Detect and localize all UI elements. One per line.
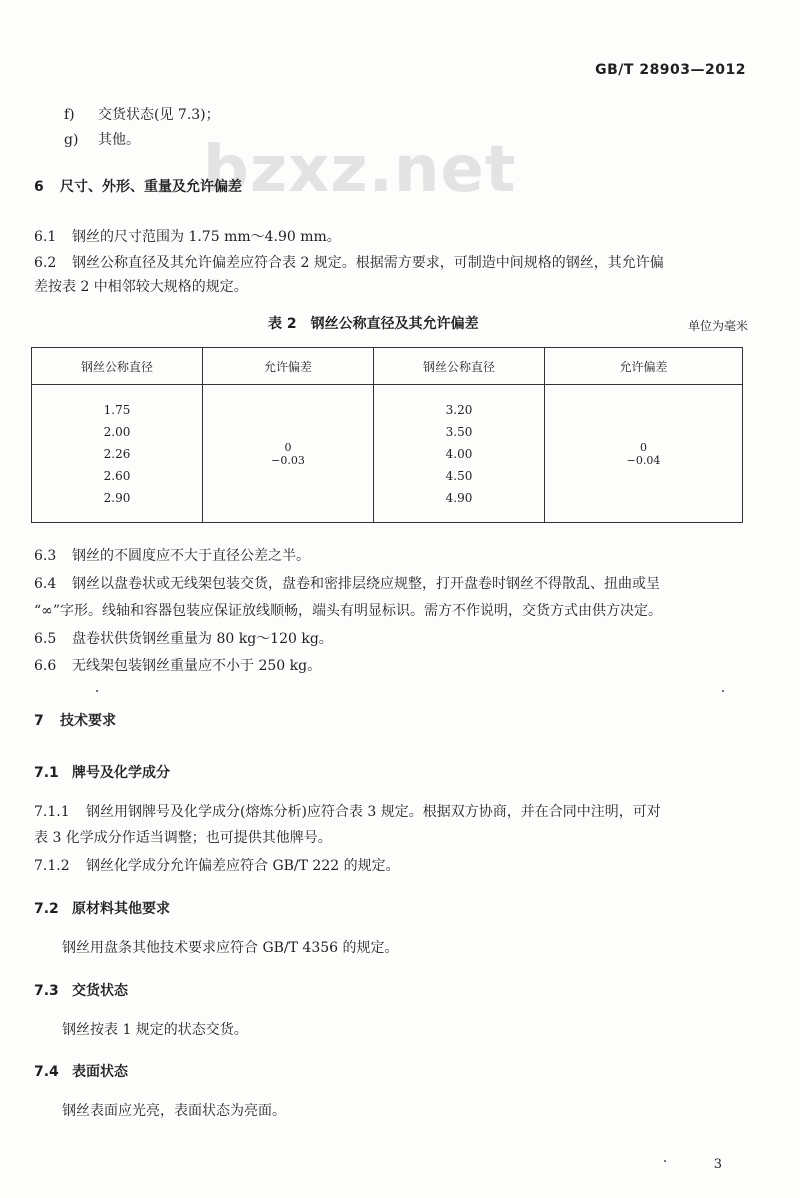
subsection-7-3-text: 钢丝按表 1 规定的状态交货。 bbox=[62, 1022, 248, 1038]
clause-6-4-line2: “∞”字形。线轴和容器包装应保证放线顺畅，端头有明显标识。需方不作说明，交货方式由供方决定。 bbox=[34, 603, 662, 619]
scan-speck bbox=[664, 1160, 666, 1162]
section-title: 尺寸、外形、重量及允许偏差 bbox=[60, 179, 242, 195]
list-item-text: 交货状态(见 7.3)； bbox=[98, 107, 220, 123]
clause-6-2-line2: 差按表 2 中相邻较大规格的规定。 bbox=[34, 279, 248, 295]
subsection-title: 表面状态 bbox=[72, 1064, 128, 1080]
section-7-heading bbox=[34, 710, 116, 730]
clause-6-6 bbox=[34, 655, 321, 675]
clause-7-1-2 bbox=[34, 855, 400, 875]
tolerance-lower: −0.03 bbox=[271, 453, 305, 467]
diameter-value: 4.00 bbox=[445, 446, 473, 461]
subsection-number: 7.4 bbox=[34, 1064, 59, 1080]
clause-7-1-1-line2: 表 3 化学成分作适当调整；也可提供其他牌号。 bbox=[34, 830, 332, 846]
subsection-7-3-heading bbox=[34, 980, 128, 1000]
clause-number: 7.1.2 bbox=[34, 858, 70, 874]
clause-number: 6.1 bbox=[34, 229, 57, 245]
tolerance-upper: 0 bbox=[640, 440, 647, 454]
list-item-f bbox=[64, 104, 220, 124]
clause-6-3 bbox=[34, 545, 310, 565]
clause-7-1-1 bbox=[34, 801, 661, 821]
table-unit: 单位为毫米 bbox=[687, 319, 748, 333]
clause-number: 6.3 bbox=[34, 548, 57, 564]
table-2 bbox=[31, 347, 743, 523]
diameter-value: 3.20 bbox=[445, 402, 473, 417]
list-item-g bbox=[64, 129, 140, 149]
tolerance-right bbox=[545, 385, 743, 523]
header-diameter-right: 钢丝公称直径 bbox=[374, 348, 545, 385]
clause-text-line1: 钢丝用钢牌号及化学成分(熔炼分析)应符合表 3 规定。根据双方协商，并在合同中注明，可对 bbox=[86, 804, 661, 820]
list-item-label: g) bbox=[64, 132, 79, 148]
page-number: 3 bbox=[713, 1157, 722, 1172]
table-row bbox=[32, 385, 743, 523]
diameter-value: 2.60 bbox=[103, 468, 131, 483]
clause-6-1 bbox=[34, 226, 341, 246]
clause-text-line1: 钢丝公称直径及其允许偏差应符合表 2 规定。根据需方要求，可制造中间规格的钢丝，其允许偏 bbox=[72, 255, 664, 271]
subsection-7-4-text: 钢丝表面应光亮，表面状态为亮面。 bbox=[62, 1103, 286, 1119]
subsection-number: 7.2 bbox=[34, 901, 59, 917]
section-title: 技术要求 bbox=[60, 713, 116, 729]
diameter-list-right bbox=[374, 385, 545, 523]
subsection-7-1-heading bbox=[34, 762, 170, 782]
clause-number: 6.5 bbox=[34, 631, 57, 647]
list-item-label: f) bbox=[64, 107, 75, 123]
clause-6-4 bbox=[34, 573, 660, 593]
subsection-number: 7.3 bbox=[34, 983, 59, 999]
table-2-title: 表 2 钢丝公称直径及其允许偏差 bbox=[268, 316, 479, 332]
header-tolerance-left: 允许偏差 bbox=[203, 348, 374, 385]
clause-text-line1: 钢丝以盘卷状或无线架包装交货，盘卷和密排层绕应规整，打开盘卷时钢丝不得散乱、扭曲或呈 bbox=[72, 576, 660, 592]
header-tolerance-right: 允许偏差 bbox=[545, 348, 743, 385]
clause-text: 钢丝的尺寸范围为 1.75 mm～4.90 mm。 bbox=[72, 229, 341, 245]
subsection-number: 7.1 bbox=[34, 765, 59, 781]
clause-number: 6.2 bbox=[34, 255, 57, 271]
diameter-value: 4.50 bbox=[445, 468, 473, 483]
clause-number: 6.4 bbox=[34, 576, 57, 592]
clause-text: 盘卷状供货钢丝重量为 80 kg～120 kg。 bbox=[72, 631, 333, 647]
diameter-value: 2.00 bbox=[103, 424, 131, 439]
clause-text: 无线架包装钢丝重量应不小于 250 kg。 bbox=[72, 658, 322, 674]
tolerance-upper: 0 bbox=[284, 440, 292, 454]
clause-6-2 bbox=[34, 252, 664, 272]
diameter-value: 3.50 bbox=[445, 424, 473, 439]
scan-speck bbox=[96, 690, 98, 692]
scan-speck bbox=[722, 690, 724, 692]
table-header-row bbox=[32, 348, 743, 385]
subsection-title: 交货状态 bbox=[72, 983, 128, 999]
subsection-title: 原材料其他要求 bbox=[72, 901, 170, 917]
clause-text: 钢丝的不圆度应不大于直径公差之半。 bbox=[72, 548, 310, 564]
header-diameter-left: 钢丝公称直径 bbox=[32, 348, 203, 385]
diameter-value: 2.90 bbox=[103, 490, 131, 505]
clause-number: 6.6 bbox=[34, 658, 57, 674]
section-6-heading bbox=[34, 176, 242, 196]
section-number: 6 bbox=[34, 179, 44, 195]
watermark: bzxz.net bbox=[203, 133, 517, 207]
clause-number: 7.1.1 bbox=[34, 804, 70, 820]
section-number: 7 bbox=[34, 713, 44, 729]
subsection-7-4-heading bbox=[34, 1061, 128, 1081]
subsection-title: 牌号及化学成分 bbox=[72, 765, 170, 781]
clause-text: 钢丝化学成分允许偏差应符合 GB/T 222 的规定。 bbox=[86, 858, 400, 874]
tolerance-lower: −0.04 bbox=[626, 453, 661, 467]
standard-code-header: GB/T 28903—2012 bbox=[595, 62, 746, 78]
tolerance-left bbox=[203, 385, 374, 523]
diameter-value: 2.26 bbox=[103, 446, 131, 461]
subsection-7-2-text: 钢丝用盘条其他技术要求应符合 GB/T 4356 的规定。 bbox=[62, 940, 399, 956]
diameter-list-left bbox=[32, 385, 203, 523]
diameter-value: 4.90 bbox=[445, 490, 473, 505]
list-item-text: 其他。 bbox=[98, 132, 140, 148]
clause-6-5 bbox=[34, 628, 333, 648]
diameter-value: 1.75 bbox=[103, 402, 131, 417]
subsection-7-2-heading bbox=[34, 898, 170, 918]
